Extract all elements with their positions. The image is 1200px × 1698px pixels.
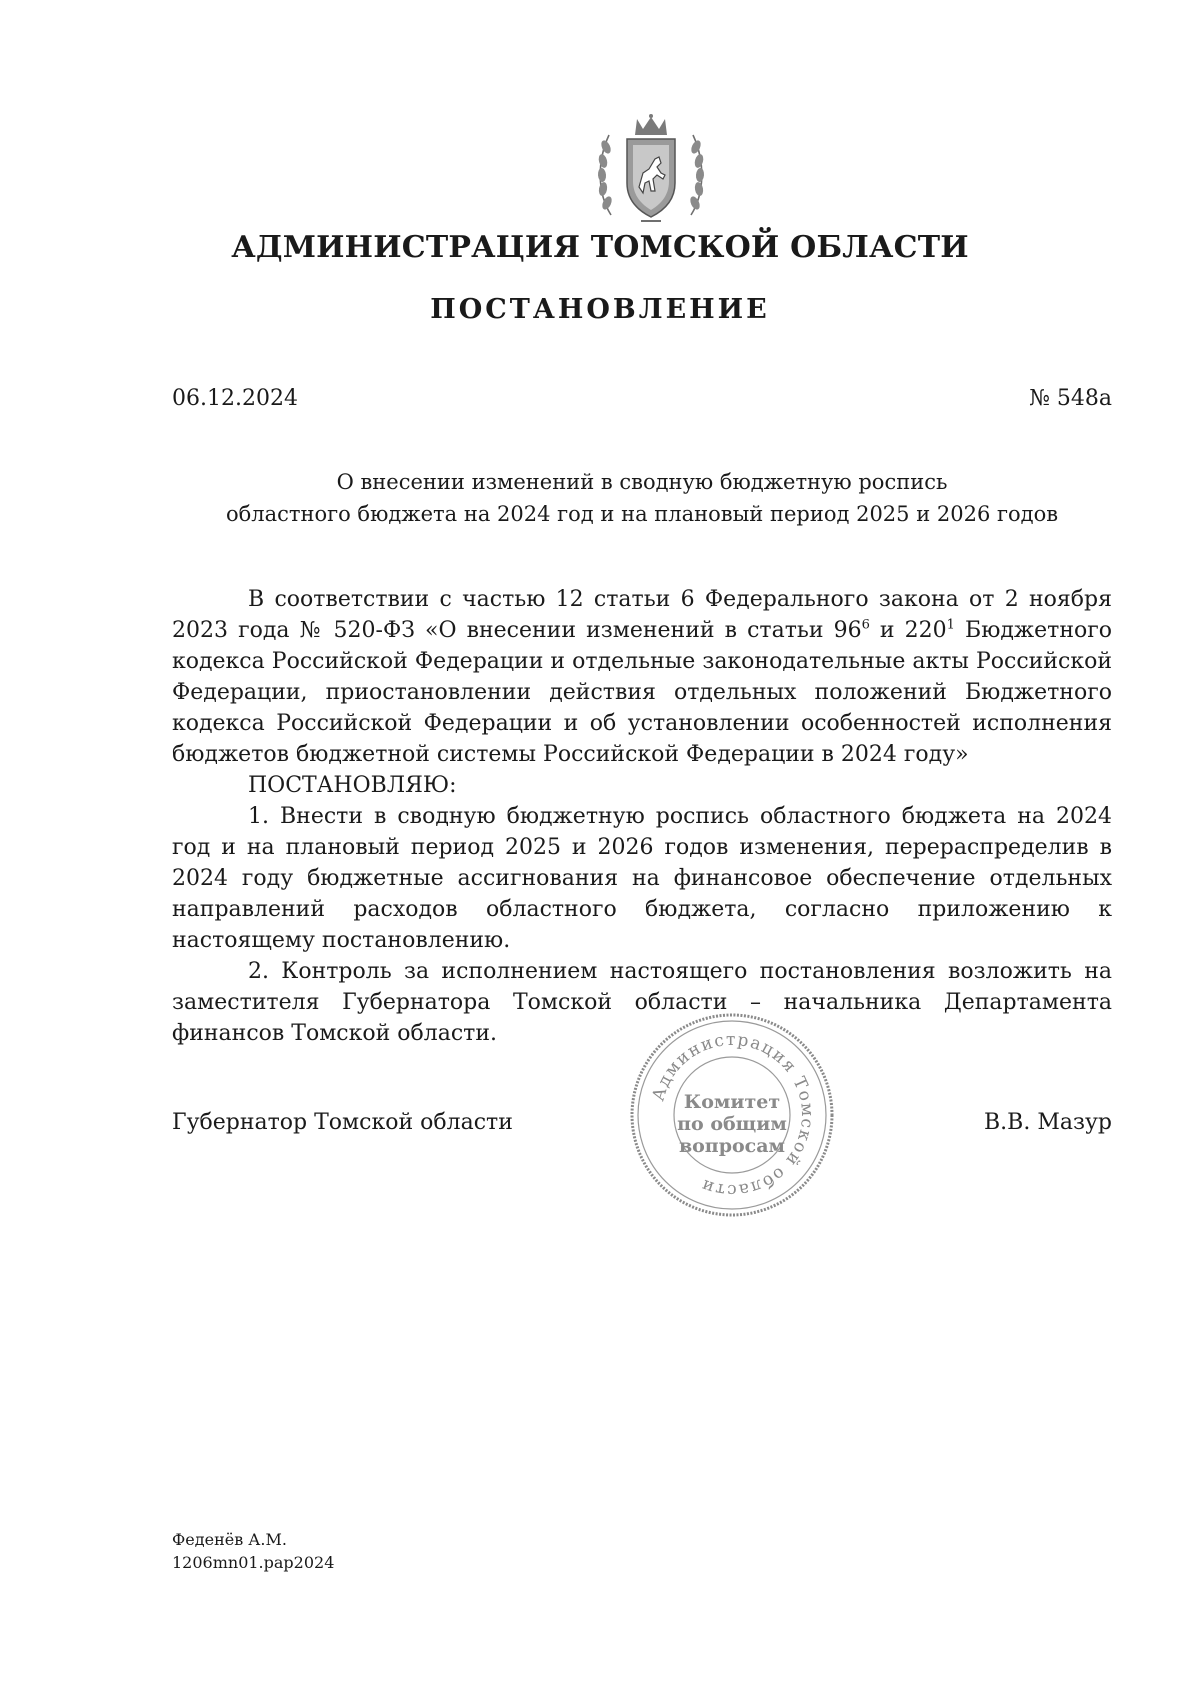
official-stamp-icon [627,1010,837,1220]
stamp-center-line-2: по общим [677,1113,787,1135]
stamp-center-line-3: вопросам [678,1135,786,1157]
subject-line-2: областного бюджета на 2024 год и на плановый период 2025 и 2026 годов [225,502,1059,526]
footer-author: Феденёв А.М. [172,1530,287,1549]
preamble-text-part-3: Бюджетного кодекса Российской Федерации и отдельные законодательные акты Российской Федерации, приостановлении действия отдельных положений Бюджетного кодекса Российской Федерации и об установлении особенностей исполнения бюджетов бюджетной системы Российской Федерации в 2024 году» [172,618,1113,767]
document-subject [172,466,1112,530]
stamp-ring-text: Администрация Томской области [648,1029,818,1201]
stamp-center-line-1: Комитет [683,1091,781,1113]
preamble-paragraph [172,584,1112,770]
signer-position: Губернатор Томской области [172,1110,513,1135]
resolution-item-2: 2. Контроль за исполнением настоящего постановления возложить на заместителя Губернатора Томской области – начальника Департамента финансов Томской области. [172,959,1112,1046]
document-date: 06.12.2024 [172,386,298,411]
footer-file-reference: 1206mn01.pap2024 [172,1553,335,1572]
signer-name: В.В. Мазур [984,1110,1112,1135]
superscript-6: 6 [861,617,870,633]
superscript-1: 1 [946,617,955,633]
resolution-item-1: 1. Внести в сводную бюджетную роспись областного бюджета на 2024 год и на плановый период 2025 и 2026 годов изменения, перераспределив в 2024 году бюджетные ассигнования на финансовое обеспечение отдельных направлений расходов областного бюджета, согласно приложению к настоящему постановлению. [172,804,1112,953]
document-body [172,584,1112,1049]
preamble-text-part-1: В соответствии с частью 12 статьи 6 Федерального закона от 2 ноября 2023 года № 520-ФЗ «О внесении изменений в статьи 96 [172,587,1112,643]
organization-title: АДМИНИСТРАЦИЯ ТОМСКОЙ ОБЛАСТИ [231,230,969,265]
document-type-heading: ПОСТАНОВЛЕНИЕ [430,294,770,325]
resolve-heading: ПОСТАНОВЛЯЮ: [248,773,457,798]
subject-line-1: О внесении изменений в сводную бюджетную роспись [336,470,948,494]
document-number: № 548а [1029,386,1112,411]
preamble-text-part-2: и 220 [869,618,947,643]
coat-of-arms-icon [593,113,709,225]
